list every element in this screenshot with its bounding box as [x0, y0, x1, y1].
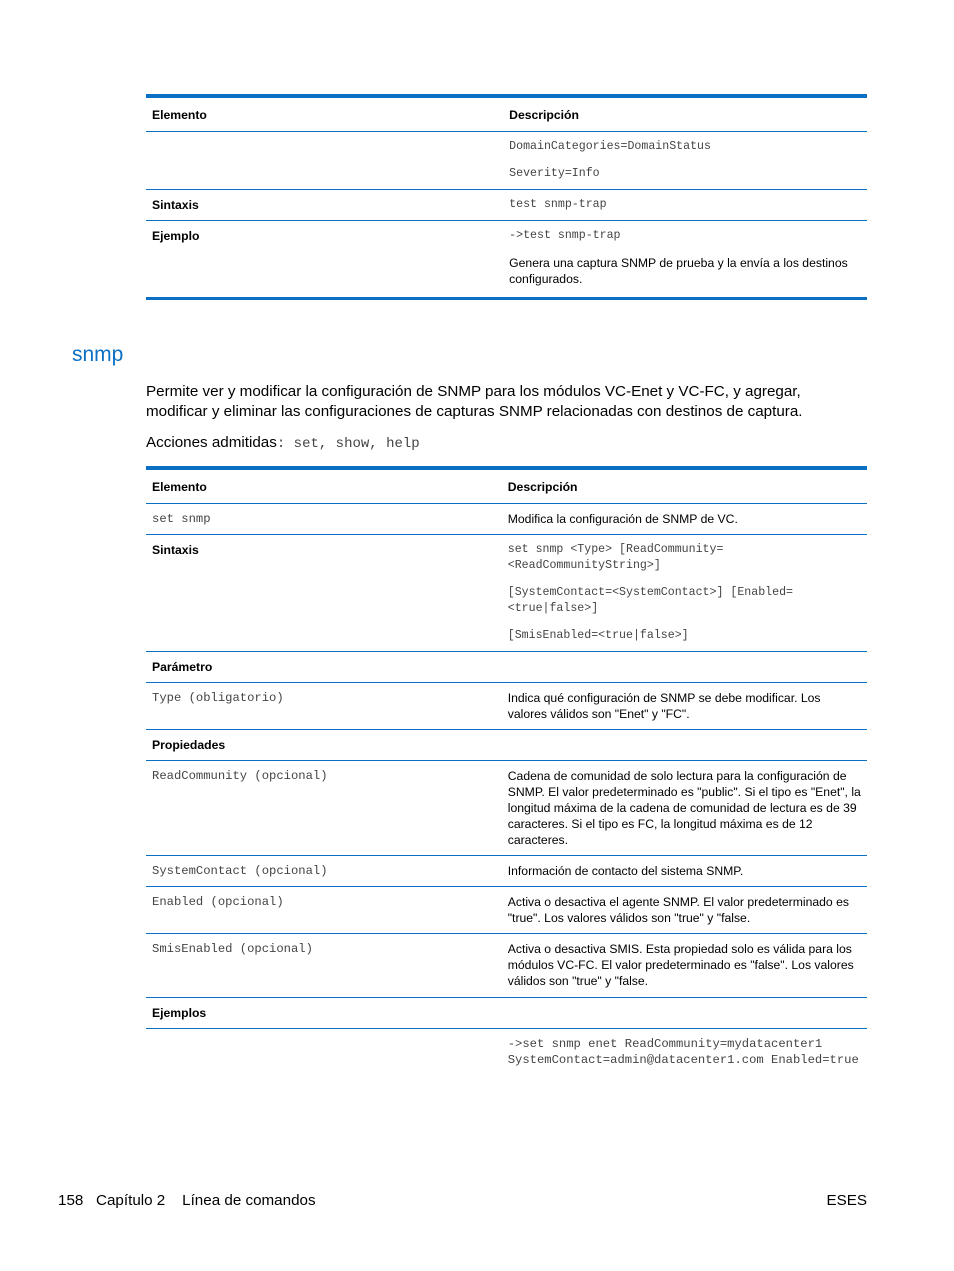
- type-description: Indica qué configuración de SNMP se debe modificar. Los valores válidos son "Enet" y "FC".: [507, 691, 821, 721]
- table-row: [146, 132, 867, 190]
- table-row: [146, 934, 867, 998]
- description-text: Genera una captura SNMP de prueba y la envía a los destinos configurados.: [509, 256, 848, 286]
- empty-cell: [502, 652, 867, 683]
- table-row: [146, 730, 867, 761]
- table-row: [146, 856, 867, 887]
- table-row: [146, 504, 867, 535]
- ejemplos-label: Ejemplos: [152, 1006, 207, 1020]
- enabled-description: Activa o desactiva el agente SNMP. El valor predeterminado es "true". Los valores válidos son "true" y "false.: [507, 895, 849, 925]
- table2: [146, 470, 867, 1075]
- section-intro: Permite ver y modificar la configuración de SNMP para los módulos VC-Enet y VC-FC, y agregar, modificar y eliminar las configuraciones de capturas SNMP relacionadas con destinos de captura.: [146, 383, 803, 420]
- code-line: [SystemContact=<SystemContact>] [Enabled=<true|false>]: [507, 586, 793, 615]
- parametro-label: Parámetro: [152, 660, 213, 674]
- table1: [146, 98, 867, 300]
- set-snmp-description: Modifica la configuración de SNMP de VC.: [507, 512, 738, 526]
- table2-header-element: Elemento: [152, 480, 207, 494]
- table-row: [146, 652, 867, 683]
- code-line: set snmp <Type> [ReadCommunity=<ReadCommunityString>]: [507, 543, 724, 572]
- table-row: [146, 1029, 867, 1076]
- table-row: [146, 190, 867, 221]
- empty-cell: [146, 1029, 502, 1076]
- chapter-label: Capítulo 2: [96, 1192, 166, 1209]
- page-number: 158: [58, 1192, 84, 1209]
- code-line: Severity=Info: [509, 167, 600, 180]
- code-line: DomainCategories=DomainStatus: [509, 140, 711, 153]
- table1-row1-element: [146, 132, 503, 190]
- page-footer-left: [58, 1192, 316, 1209]
- table2-header-row: [146, 470, 867, 504]
- systemcontact-element: SystemContact (opcional): [152, 864, 328, 878]
- section-title: snmp: [72, 343, 124, 366]
- systemcontact-description: Información de contacto del sistema SNMP.: [507, 864, 744, 878]
- table-row: [146, 535, 867, 652]
- table1-header-element: Elemento: [152, 108, 207, 122]
- table1-row2-element: Sintaxis: [152, 198, 199, 212]
- set-snmp-element: set snmp: [152, 512, 211, 526]
- table-row: [146, 887, 867, 934]
- example-code: ->set snmp enet ReadCommunity=mydatacenter1 SystemContact=admin@datacenter1.com Enabled=true: [507, 1037, 859, 1067]
- propiedades-label: Propiedades: [152, 738, 226, 752]
- empty-cell: [502, 998, 867, 1029]
- smisenabled-description: Activa o desactiva SMIS. Esta propiedad solo es válida para los módulos VC-FC. El valor predeterminado es "false". Los valores válidos son "true" y "false.: [507, 942, 854, 988]
- table1-row1-description: [503, 132, 867, 190]
- chapter-title: Línea de comandos: [182, 1192, 316, 1209]
- footer-lang: ESES: [826, 1192, 867, 1209]
- supported-actions: [146, 433, 420, 454]
- table-row: [146, 998, 867, 1029]
- sintaxis-description: [502, 535, 867, 652]
- actions-values: : set, show, help: [276, 436, 420, 452]
- code-line: [SmisEnabled=<true|false>]: [507, 629, 689, 642]
- table-row: [146, 683, 867, 730]
- code-line: ->test snmp-trap: [509, 229, 621, 242]
- table1-row3-element: Ejemplo: [152, 229, 200, 243]
- sintaxis-element: Sintaxis: [152, 543, 199, 557]
- smisenabled-element: SmisEnabled (opcional): [152, 942, 313, 956]
- code-line: test snmp-trap: [509, 198, 607, 211]
- table1-row2-description: [503, 190, 867, 221]
- empty-cell: [502, 730, 867, 761]
- actions-label: Acciones admitidas: [146, 434, 277, 451]
- table2-header-description: Descripción: [507, 480, 578, 494]
- table1-header-description: Descripción: [509, 108, 579, 122]
- table1-row3-description: [503, 221, 867, 299]
- table-row: [146, 761, 867, 856]
- type-element: Type (obligatorio): [152, 691, 284, 705]
- table-row: [146, 221, 867, 299]
- table1-header-row: [146, 98, 867, 132]
- enabled-element: Enabled (opcional): [152, 895, 284, 909]
- readcommunity-description: Cadena de comunidad de solo lectura para la configuración de SNMP. El valor predeterminado es "public". Si el tipo es "Enet", la longitud máxima de la cadena de comunidad de lectura es de 39 caracteres. Si el tipo es FC, la longitud máxima es de 12 caracteres.: [507, 769, 861, 847]
- readcommunity-element: ReadCommunity (opcional): [152, 769, 328, 783]
